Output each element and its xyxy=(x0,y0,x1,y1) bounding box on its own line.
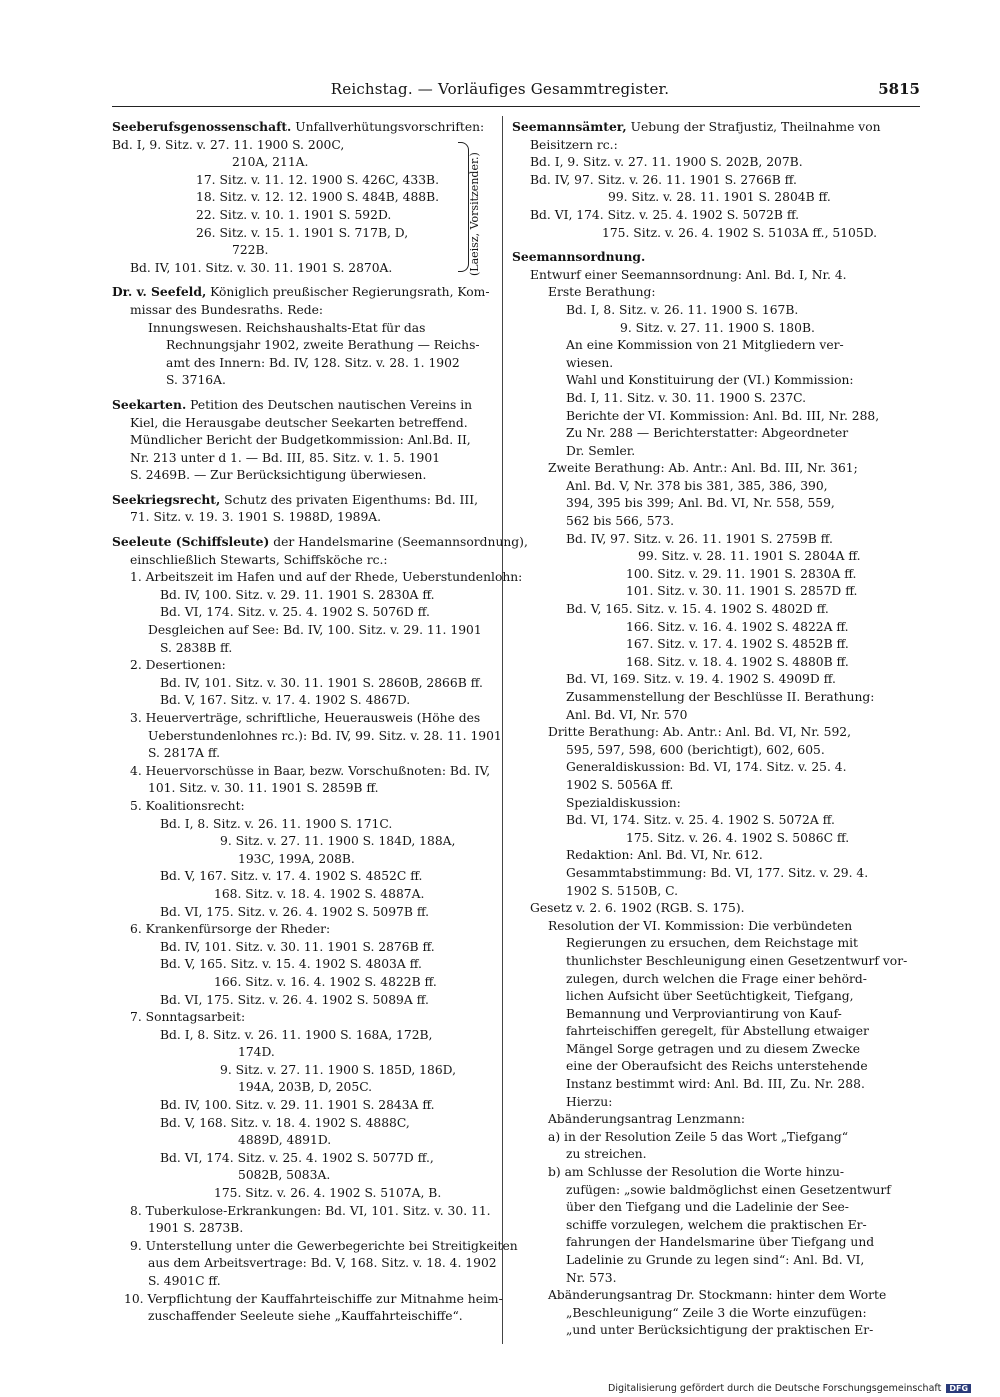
entry-line: „Beschleunigung“ Zeile 3 die Worte einzufügen: xyxy=(566,1305,867,1320)
entry-line: Seekriegsrecht, Schutz des privaten Eigenthums: Bd. III, xyxy=(112,491,478,507)
entry-line: 5082B, 5083A. xyxy=(238,1168,331,1183)
entry-line: 5. Koalitionsrecht: xyxy=(130,798,245,813)
entry-line: Bd. V, 167. Sitz. v. 17. 4. 1902 S. 4867D. xyxy=(160,693,411,708)
entry-line: Berichte der VI. Kommission: Anl. Bd. III, Nr. 288, xyxy=(566,408,880,423)
running-header xyxy=(80,80,920,104)
entry-line: 26. Sitz. v. 15. 1. 1901 S. 717B, D, xyxy=(196,225,409,240)
entry-line: Bd. I, 8. Sitz. v. 26. 11. 1900 S. 168A, 172B, xyxy=(160,1027,433,1042)
entry-line: 174D. xyxy=(238,1045,275,1060)
entry-line: Mängel Sorge getragen und zu diesem Zwecke xyxy=(566,1041,861,1056)
entry-line: 4889D, 4891D. xyxy=(238,1133,332,1148)
entry-line: Kiel, die Herausgabe deutscher Seekarten betreffend. xyxy=(130,415,468,430)
index-entry xyxy=(112,283,492,390)
entry-line: eine der Oberaufsicht des Reichs unterstehende xyxy=(566,1059,868,1074)
entry-line: Seeberufsgenossenschaft. Unfallverhütungsvorschriften: xyxy=(112,119,485,134)
entry-line: Bd. IV, 100. Sitz. v. 29. 11. 1901 S. 2843A ff. xyxy=(160,1098,435,1113)
entry-keyword: Seemannsämter, xyxy=(512,119,627,134)
entry-line: Nr. 213 unter d 1. — Bd. III, 85. Sitz. v. 1. 5. 1901 xyxy=(130,450,441,465)
index-entry xyxy=(512,248,922,1340)
entry-line: 1902 S. 5056A ff. xyxy=(566,777,674,792)
entry-line: 7. Sonntagsarbeit: xyxy=(130,1010,246,1025)
entry-keyword: Seekriegsrecht, xyxy=(112,491,221,507)
entry-line: 175. Sitz. v. 26. 4. 1902 S. 5086C ff. xyxy=(626,830,850,845)
column-separator xyxy=(502,116,503,1344)
entry-line: Bd. IV, 101. Sitz. v. 30. 11. 1901 S. 2860B, 2866B ff. xyxy=(160,675,483,690)
page-number: 5815 xyxy=(878,80,920,98)
entry-line: a) in der Resolution Zeile 5 das Wort „Tiefgang“ xyxy=(548,1129,849,1144)
entry-line: Bd. VI, 174. Sitz. v. 25. 4. 1902 S. 5076D ff. xyxy=(160,605,430,620)
entry-keyword: Seeberufsgenossenschaft. xyxy=(112,119,292,134)
entry-line: Innungswesen. Reichshaushalts-Etat für das xyxy=(148,320,426,335)
index-entry xyxy=(112,118,492,277)
entry-line: 3. Heuerverträge, schriftliche, Heuerausweis (Höhe des xyxy=(130,711,481,725)
entry-line: Zusammenstellung der Beschlüsse II. Berathung: xyxy=(566,690,875,704)
entry-line: 9. Sitz. v. 27. 11. 1900 S. 180B. xyxy=(620,320,815,335)
entry-line: 10. Verpflichtung der Kauffahrteischiffe zur Mitnahme heim- xyxy=(124,1291,503,1306)
entry-line: Anl. Bd. V, Nr. 378 bis 381, 385, 386, 390, xyxy=(566,478,828,493)
entry-line: 71. Sitz. v. 19. 3. 1901 S. 1988D, 1989A. xyxy=(130,510,382,525)
entry-line: 394, 395 bis 399; Anl. Bd. VI, Nr. 558, 559, xyxy=(566,496,835,511)
entry-line: Spezialdiskussion: xyxy=(566,795,681,810)
entry-line: 101. Sitz. v. 30. 11. 1901 S. 2859B ff. xyxy=(148,781,379,796)
entry-line: b) am Schlusse der Resolution die Worte hinzu- xyxy=(548,1165,845,1180)
entry-line: Bd. VI, 174. Sitz. v. 25. 4. 1902 S. 5077D ff., xyxy=(160,1150,434,1165)
entry-line: Wahl und Konstituirung der (VI.) Kommission: xyxy=(566,373,854,388)
entry-line: Ladelinie zu Grunde zu legen sind“: Anl. Bd. VI, xyxy=(566,1253,865,1267)
entry-line: Zweite Berathung: Ab. Antr.: Anl. Bd. III, Nr. 361; xyxy=(548,461,858,476)
entry-line: 9. Sitz. v. 27. 11. 1900 S. 184D, 188A, xyxy=(220,834,456,849)
index-entry xyxy=(512,118,922,242)
entry-line: Gesammtabstimmung: Bd. VI, 177. Sitz. v. 29. 4. xyxy=(566,865,869,880)
entry-line: S. 4901C ff. xyxy=(148,1274,221,1288)
entry-line: zulegen, durch welchen die Frage einer behörd- xyxy=(566,971,867,986)
entry-line: Beisitzern rc.: xyxy=(530,137,618,152)
entry-line: 210A, 211A. xyxy=(232,155,309,170)
entry-line: Bd. I, 8. Sitz. v. 26. 11. 1900 S. 171C. xyxy=(160,816,393,831)
entry-line: über den Tiefgang und die Ladelinie der See- xyxy=(566,1200,849,1215)
header-rule xyxy=(112,106,920,107)
entry-line: Bd. VI, 175. Sitz. v. 26. 4. 1902 S. 5089A ff. xyxy=(160,992,429,1007)
entry-line: 9. Unterstellung unter die Gewerbegerichte bei Streitigkeiten xyxy=(130,1238,518,1253)
entry-line: 167. Sitz. v. 17. 4. 1902 S. 4852B ff. xyxy=(626,637,849,652)
entry-line: Regierungen zu ersuchen, dem Reichstage mit xyxy=(566,936,858,951)
entry-line: 2. Desertionen: xyxy=(130,658,226,673)
entry-line: Bd. VI, 174. Sitz. v. 25. 4. 1902 S. 5072A ff. xyxy=(566,813,835,828)
entry-line: 194A, 203B, D, 205C. xyxy=(238,1080,373,1095)
index-entry xyxy=(112,491,492,527)
entry-line: amt des Innern: Bd. IV, 128. Sitz. v. 28. 1. 1902 xyxy=(166,355,460,370)
entry-line: Entwurf einer Seemannsordnung: Anl. Bd. I, Nr. 4. xyxy=(530,267,847,282)
entry-line: Zu Nr. 288 — Berichterstatter: Abgeordneter xyxy=(566,426,849,441)
entry-line: Seekarten. Petition des Deutschen nautischen Vereins in xyxy=(112,396,473,412)
entry-line xyxy=(512,248,922,267)
entry-line: 9. Sitz. v. 27. 11. 1900 S. 185D, 186D, xyxy=(220,1062,456,1077)
entry-line: lichen Aufsicht über Seetüchtigkeit, Tiefgang, xyxy=(566,989,854,1004)
entry-line: Dritte Berathung: Ab. Antr.: Anl. Bd. VI, Nr. 592, xyxy=(548,725,852,740)
entry-line: 4. Heuervorschüsse in Baar, bezw. Vorschußnoten: Bd. IV, xyxy=(130,763,491,778)
entry-line: Hierzu: xyxy=(566,1094,613,1109)
entry-keyword: Seeleute (Schiffsleute) xyxy=(112,534,270,550)
entry-line: 168. Sitz. v. 18. 4. 1902 S. 4887A. xyxy=(214,886,425,901)
entry-line: 175. Sitz. v. 26. 4. 1902 S. 5107A, B. xyxy=(214,1186,442,1201)
entry-line: 175. Sitz. v. 26. 4. 1902 S. 5103A ff., 5105D. xyxy=(602,225,878,240)
header-title: Reichstag. — Vorläufiges Gesammtregister. xyxy=(330,80,670,98)
right-column xyxy=(512,118,922,1346)
entry-line: Abänderungsantrag Dr. Stockmann: hinter dem Worte xyxy=(548,1288,887,1303)
entry-line: 17. Sitz. v. 11. 12. 1900 S. 426C, 433B. xyxy=(196,172,439,187)
entry-line: Bd. VI, 175. Sitz. v. 26. 4. 1902 S. 5097B ff. xyxy=(160,904,430,919)
entry-line: aus dem Arbeitsvertrage: Bd. V, 168. Sitz. v. 18. 4. 1902 xyxy=(148,1256,497,1271)
entry-line: Bd. V, 167. Sitz. v. 17. 4. 1902 S. 4852C ff. xyxy=(160,869,423,884)
entry-line: An eine Kommission von 21 Mitgliedern ver- xyxy=(566,338,844,353)
entry-keyword: Dr. v. Seefeld, xyxy=(112,284,207,300)
left-column xyxy=(112,118,528,1332)
entry-line: Bd. VI, 174. Sitz. v. 25. 4. 1902 S. 5072B ff. xyxy=(530,207,800,222)
entry-line: S. 2469B. — Zur Berücksichtigung überwiesen. xyxy=(130,468,427,483)
entry-line: 166. Sitz. v. 16. 4. 1902 S. 4822A ff. xyxy=(626,619,849,634)
entry-line: Bd. I, 9. Sitz. v. 27. 11. 1900 S. 200C, xyxy=(112,137,345,152)
entry-line: 595, 597, 598, 600 (berichtigt), 602, 605. xyxy=(566,742,825,757)
entry-line: 722B. xyxy=(232,243,269,258)
entry-line: 18. Sitz. v. 12. 12. 1900 S. 484B, 488B. xyxy=(196,190,440,205)
entry-line: Ueberstundenlohnes rc.): Bd. IV, 99. Sitz. v. 28. 11. 1901 xyxy=(148,728,502,743)
entry-line: Redaktion: Anl. Bd. VI, Nr. 612. xyxy=(566,848,763,863)
entry-line: Dr. Semler. xyxy=(566,443,636,458)
entry-keyword: Seemannsordnung. xyxy=(512,249,646,265)
index-entry xyxy=(112,533,528,1326)
entry-line: missar des Bundesraths. Rede: xyxy=(130,302,324,317)
entry-line: Bd. I, 11. Sitz. v. 30. 11. 1900 S. 237C. xyxy=(566,390,807,405)
entry-line: 99. Sitz. v. 28. 11. 1901 S. 2804B ff. xyxy=(608,190,831,205)
entry-line: wiesen. xyxy=(566,355,614,370)
entry-line: Anl. Bd. VI, Nr. 570 xyxy=(566,707,688,722)
entry-line: 22. Sitz. v. 10. 1. 1901 S. 592D. xyxy=(196,207,392,222)
entry-line: S. 2817A ff. xyxy=(148,746,221,761)
entry-line: fahrungen der Handelsmarine über Tiefgang und xyxy=(566,1235,875,1250)
entry-line: einschließlich Stewarts, Schiffsköche rc.: xyxy=(130,552,388,567)
entry-line: 101. Sitz. v. 30. 11. 1901 S. 2857D ff. xyxy=(626,584,858,599)
entry-line: Bd. V, 165. Sitz. v. 15. 4. 1902 S. 4802D ff. xyxy=(566,602,829,617)
entry-line: Bd. IV, 100. Sitz. v. 29. 11. 1901 S. 2830A ff. xyxy=(160,587,435,602)
entry-line: 193C, 199A, 208B. xyxy=(238,851,355,866)
entry-line: Nr. 573. xyxy=(566,1270,617,1285)
entry-line: Instanz bestimmt wird: Anl. Bd. III, Zu. Nr. 288. xyxy=(566,1077,865,1092)
entry-line: Bd. VI, 169. Sitz. v. 19. 4. 1902 S. 4909D ff. xyxy=(566,672,836,687)
entry-line: Bd. IV, 97. Sitz. v. 26. 11. 1901 S. 2766B ff. xyxy=(530,172,797,187)
entry-line: Seeleute (Schiffsleute) der Handelsmarine (Seemannsordnung), xyxy=(112,534,528,550)
entry-line: „und unter Berücksichtigung der praktischen Er- xyxy=(566,1323,874,1338)
entry-line: Bemannung und Verproviantirung von Kauf- xyxy=(566,1006,842,1021)
entry-line: Bd. I, 9. Sitz. v. 27. 11. 1900 S. 202B, 207B. xyxy=(530,155,803,170)
entry-line: Dr. v. Seefeld, Königlich preußischer Regierungsrath, Kom- xyxy=(112,284,490,300)
entry-line: 166. Sitz. v. 16. 4. 1902 S. 4822B ff. xyxy=(214,974,437,989)
entry-line: S. 3716A. xyxy=(166,373,226,388)
entry-line: 1. Arbeitszeit im Hafen und auf der Rhede, Ueberstundenlohn: xyxy=(130,570,523,585)
entry-line: Abänderungsantrag Lenzmann: xyxy=(548,1112,746,1127)
brace-annotation xyxy=(468,136,488,276)
entry-line: thunlichster Beschleunigung einen Gesetzentwurf vor- xyxy=(566,953,908,968)
entry-line: 562 bis 566, 573. xyxy=(566,514,675,529)
brace-annotation-text: (Laeisz, Vorsitzender.) xyxy=(468,152,481,276)
entry-line: 100. Sitz. v. 29. 11. 1901 S. 2830A ff. xyxy=(626,566,857,581)
entry-line: Resolution der VI. Kommission: Die verbündeten xyxy=(548,918,853,933)
entry-line: zu streichen. xyxy=(566,1147,647,1162)
entry-line: Rechnungsjahr 1902, zweite Berathung — Reichs- xyxy=(166,338,480,353)
entry-line: Bd. IV, 97. Sitz. v. 26. 11. 1901 S. 2759B ff. xyxy=(566,531,833,546)
entry-line: 6. Krankenfürsorge der Rheder: xyxy=(130,922,331,937)
entry-line: 1902 S. 5150B, C. xyxy=(566,883,679,898)
entry-line: S. 2838B ff. xyxy=(160,640,233,655)
entry-line: Desgleichen auf See: Bd. IV, 100. Sitz. v. 29. 11. 1901 xyxy=(148,623,482,638)
entry-line: Seemannsämter, Uebung der Strafjustiz, Theilnahme von xyxy=(512,119,881,134)
entry-line: 168. Sitz. v. 18. 4. 1902 S. 4880B ff. xyxy=(626,654,849,669)
entry-line: Bd. IV, 101. Sitz. v. 30. 11. 1901 S. 2870A. xyxy=(130,260,393,275)
entry-line: fahrteischiffen geregelt, für Abstellung etwaiger xyxy=(566,1024,869,1039)
entry-keyword: Seekarten. xyxy=(112,396,187,412)
entry-line: Bd. IV, 101. Sitz. v. 30. 11. 1901 S. 2876B ff. xyxy=(160,939,435,954)
entry-line: Generaldiskussion: Bd. VI, 174. Sitz. v. 25. 4. xyxy=(566,760,847,775)
entry-line: Bd. V, 165. Sitz. v. 15. 4. 1902 S. 4803A ff. xyxy=(160,957,422,972)
footer-text: Digitalisierung gefördert durch die Deutsche Forschungsgemeinschaft xyxy=(608,1383,942,1394)
entry-line: 99. Sitz. v. 28. 11. 1901 S. 2804A ff. xyxy=(638,549,861,564)
entry-line: Bd. V, 168. Sitz. v. 18. 4. 1902 S. 4888C, xyxy=(160,1115,410,1130)
entry-line: Erste Berathung: xyxy=(548,285,656,300)
index-entry xyxy=(112,396,492,485)
dfg-logo: DFG xyxy=(946,1384,971,1393)
entry-line: Mündlicher Bericht der Budgetkommission: Anl.Bd. II, xyxy=(130,433,471,448)
entry-line: Gesetz v. 2. 6. 1902 (RGB. S. 175). xyxy=(530,901,745,916)
entry-line: schiffe vorzulegen, welchem die praktischen Er- xyxy=(566,1217,867,1232)
entry-line: 1901 S. 2873B. xyxy=(148,1221,244,1236)
entry-line: Bd. I, 8. Sitz. v. 26. 11. 1900 S. 167B. xyxy=(566,302,799,317)
entry-line: zuschaffender Seeleute siehe „Kauffahrteischiffe“. xyxy=(148,1309,463,1324)
entry-line: 8. Tuberkulose-Erkrankungen: Bd. VI, 101. Sitz. v. 30. 11. xyxy=(130,1203,491,1218)
footer xyxy=(608,1383,971,1394)
entry-line: zufügen: „sowie baldmöglichst einen Gesetzentwurf xyxy=(566,1182,891,1197)
